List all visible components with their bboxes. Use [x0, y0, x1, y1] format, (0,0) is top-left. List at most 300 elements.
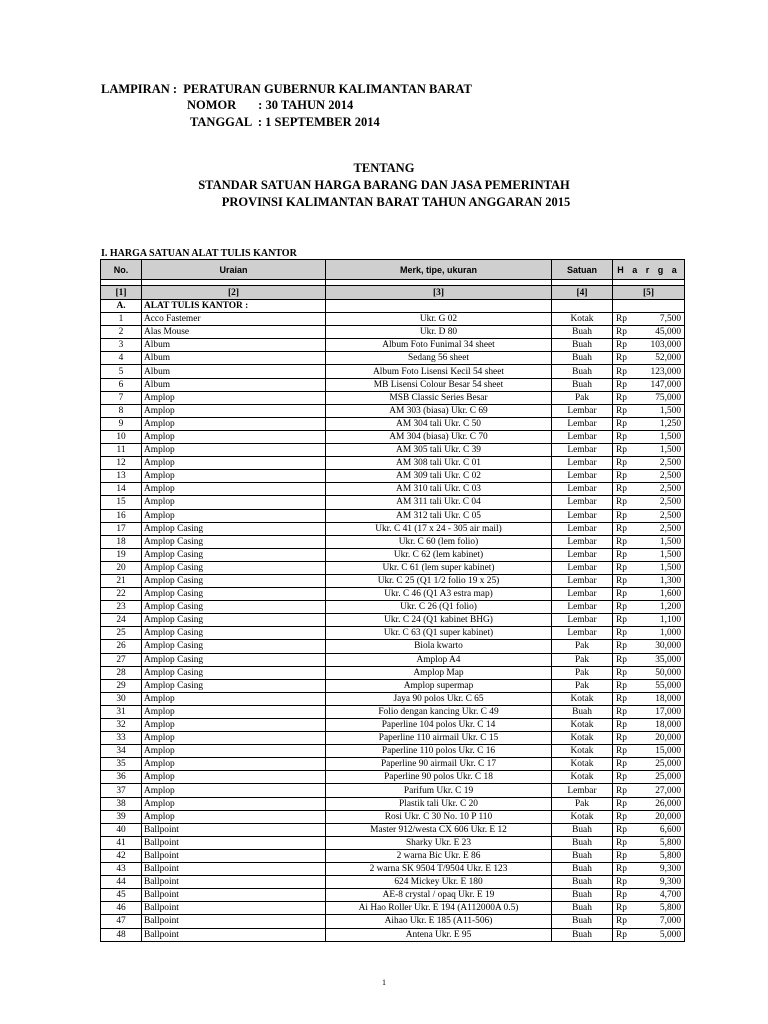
row-uraian: Amplop Casing — [142, 679, 326, 692]
row-no: 14 — [101, 483, 142, 496]
row-harga: 9,300 — [637, 863, 685, 876]
row-harga: 5,800 — [637, 836, 685, 849]
row-no: 41 — [101, 836, 142, 849]
row-satuan: Buah — [552, 849, 613, 862]
row-merk: Sedang 56 sheet — [326, 352, 552, 365]
index-no: [1] — [101, 286, 142, 300]
row-no: 6 — [101, 378, 142, 391]
row-currency: Rp — [613, 705, 637, 718]
row-harga: 2,500 — [637, 457, 685, 470]
row-merk: Rosi Ukr. C 30 No. 10 P 110 — [326, 810, 552, 823]
row-harga: 18,000 — [637, 719, 685, 732]
row-merk: AE-8 crystal / opaq Ukr. E 19 — [326, 889, 552, 902]
row-no: 4 — [101, 352, 142, 365]
row-currency: Rp — [613, 391, 637, 404]
row-merk: AM 311 tali Ukr. C 04 — [326, 496, 552, 509]
index-merk: [3] — [326, 286, 552, 300]
table-row — [101, 784, 685, 797]
row-satuan: Lembar — [552, 430, 613, 443]
nomor-line: NOMOR : 30 TAHUN 2014 — [187, 98, 354, 112]
row-satuan: Lembar — [552, 601, 613, 614]
row-no: 36 — [101, 771, 142, 784]
row-currency: Rp — [613, 902, 637, 915]
row-satuan: Buah — [552, 915, 613, 928]
row-merk: Album Foto Lisensi Kecil 54 sheet — [326, 365, 552, 378]
row-merk: 2 warna SK 9504 T/9504 Ukr. E 123 — [326, 863, 552, 876]
row-no: 15 — [101, 496, 142, 509]
row-uraian: Ballpoint — [142, 836, 326, 849]
table-row — [101, 535, 685, 548]
column-index-row — [101, 286, 685, 300]
row-satuan: Buah — [552, 836, 613, 849]
table-row — [101, 928, 685, 941]
table-row — [101, 352, 685, 365]
row-harga: 4,700 — [637, 889, 685, 902]
row-currency: Rp — [613, 339, 637, 352]
row-uraian: Amplop — [142, 430, 326, 443]
row-satuan: Buah — [552, 705, 613, 718]
row-uraian: Amplop — [142, 810, 326, 823]
row-merk: Amplop Map — [326, 666, 552, 679]
row-currency: Rp — [613, 365, 637, 378]
row-uraian: Amplop — [142, 391, 326, 404]
row-uraian: Amplop — [142, 509, 326, 522]
row-satuan: Buah — [552, 902, 613, 915]
table-row — [101, 705, 685, 718]
row-merk: Paperline 90 airmail Ukr. C 17 — [326, 758, 552, 771]
row-merk: MSB Classic Series Besar — [326, 391, 552, 404]
row-uraian: Amplop Casing — [142, 561, 326, 574]
row-uraian: Amplop Casing — [142, 574, 326, 587]
row-satuan: Buah — [552, 378, 613, 391]
row-no: 34 — [101, 745, 142, 758]
table-row — [101, 863, 685, 876]
table-row — [101, 627, 685, 640]
row-currency: Rp — [613, 470, 637, 483]
row-merk: Ai Hao Roller Ukr. E 194 (A112000A 0.5) — [326, 902, 552, 915]
row-satuan: Lembar — [552, 784, 613, 797]
row-merk: Master 912/westa CX 606 Ukr. E 12 — [326, 823, 552, 836]
row-satuan: Kotak — [552, 771, 613, 784]
row-uraian: Amplop Casing — [142, 666, 326, 679]
row-no: 17 — [101, 522, 142, 535]
row-uraian: Amplop — [142, 692, 326, 705]
row-uraian: Album — [142, 352, 326, 365]
row-no: 24 — [101, 614, 142, 627]
row-no: 1 — [101, 313, 142, 326]
table-row — [101, 836, 685, 849]
row-satuan: Kotak — [552, 758, 613, 771]
row-satuan: Buah — [552, 928, 613, 941]
header-satuan: Satuan — [552, 260, 613, 280]
row-satuan: Buah — [552, 876, 613, 889]
row-no: 3 — [101, 339, 142, 352]
row-satuan: Buah — [552, 889, 613, 902]
table-row — [101, 666, 685, 679]
row-uraian: Amplop Casing — [142, 640, 326, 653]
row-satuan: Lembar — [552, 509, 613, 522]
row-currency: Rp — [613, 313, 637, 326]
row-currency: Rp — [613, 679, 637, 692]
row-merk: Amplop A4 — [326, 653, 552, 666]
row-currency: Rp — [613, 692, 637, 705]
row-merk: Amplop supermap — [326, 679, 552, 692]
row-harga: 5,000 — [637, 928, 685, 941]
table-row — [101, 915, 685, 928]
row-satuan: Lembar — [552, 627, 613, 640]
row-harga: 17,000 — [637, 705, 685, 718]
row-merk: Jaya 90 polos Ukr. C 65 — [326, 692, 552, 705]
table-row — [101, 876, 685, 889]
row-merk: MB Lisensi Colour Besar 54 sheet — [326, 378, 552, 391]
row-uraian: Amplop — [142, 784, 326, 797]
table-row — [101, 444, 685, 457]
row-satuan: Lembar — [552, 574, 613, 587]
row-uraian: Amplop Casing — [142, 588, 326, 601]
row-harga: 1,200 — [637, 601, 685, 614]
row-harga: 2,500 — [637, 509, 685, 522]
index-harga: [5] — [613, 286, 685, 300]
row-uraian: Amplop — [142, 745, 326, 758]
row-satuan: Lembar — [552, 457, 613, 470]
row-no: 11 — [101, 444, 142, 457]
table-row — [101, 653, 685, 666]
row-no: 33 — [101, 732, 142, 745]
row-currency: Rp — [613, 614, 637, 627]
row-harga: 147,000 — [637, 378, 685, 391]
row-no: 10 — [101, 430, 142, 443]
row-harga: 26,000 — [637, 797, 685, 810]
table-row — [101, 522, 685, 535]
row-harga: 2,500 — [637, 483, 685, 496]
category-row — [101, 300, 685, 313]
row-no: 38 — [101, 797, 142, 810]
row-harga: 7,500 — [637, 313, 685, 326]
row-satuan: Lembar — [552, 588, 613, 601]
row-currency: Rp — [613, 823, 637, 836]
row-uraian: Ballpoint — [142, 928, 326, 941]
row-merk: Ukr. C 25 (Q1 1/2 folio 19 x 25) — [326, 574, 552, 587]
row-uraian: Amplop — [142, 417, 326, 430]
table-row — [101, 601, 685, 614]
table-row — [101, 548, 685, 561]
row-currency: Rp — [613, 627, 637, 640]
row-harga: 1,500 — [637, 548, 685, 561]
row-currency: Rp — [613, 666, 637, 679]
row-currency: Rp — [613, 640, 637, 653]
table-row — [101, 732, 685, 745]
table-row — [101, 771, 685, 784]
row-merk: Ukr. C 26 (Q1 folio) — [326, 601, 552, 614]
row-harga: 20,000 — [637, 810, 685, 823]
row-satuan: Lembar — [552, 522, 613, 535]
header-uraian: Uraian — [142, 260, 326, 280]
row-merk: 2 warna Bic Ukr. E 86 — [326, 849, 552, 862]
table-row — [101, 823, 685, 836]
row-satuan: Kotak — [552, 313, 613, 326]
index-uraian: [2] — [142, 286, 326, 300]
row-harga: 7,000 — [637, 915, 685, 928]
row-harga: 123,000 — [637, 365, 685, 378]
row-currency: Rp — [613, 548, 637, 561]
row-merk: Album Foto Funimal 34 sheet — [326, 339, 552, 352]
row-harga: 2,500 — [637, 522, 685, 535]
row-harga: 25,000 — [637, 758, 685, 771]
row-uraian: Amplop Casing — [142, 614, 326, 627]
row-currency: Rp — [613, 836, 637, 849]
row-no: 29 — [101, 679, 142, 692]
row-currency: Rp — [613, 535, 637, 548]
row-merk: 624 Mickey Ukr. E 180 — [326, 876, 552, 889]
table-row — [101, 810, 685, 823]
row-satuan: Lembar — [552, 496, 613, 509]
row-merk: AM 312 tali Ukr. C 05 — [326, 509, 552, 522]
row-no: 37 — [101, 784, 142, 797]
row-currency: Rp — [613, 863, 637, 876]
table-row — [101, 679, 685, 692]
category-label: ALAT TULIS KANTOR : — [142, 300, 326, 313]
row-satuan: Lembar — [552, 483, 613, 496]
row-uraian: Amplop — [142, 470, 326, 483]
row-satuan: Buah — [552, 365, 613, 378]
row-uraian: Ballpoint — [142, 889, 326, 902]
row-merk: Paperline 110 polos Ukr. C 16 — [326, 745, 552, 758]
row-merk: Ukr. C 63 (Q1 super kabinet) — [326, 627, 552, 640]
row-satuan: Lembar — [552, 548, 613, 561]
row-satuan: Kotak — [552, 745, 613, 758]
table-row — [101, 889, 685, 902]
row-uraian: Album — [142, 365, 326, 378]
row-merk: Ukr. G 02 — [326, 313, 552, 326]
table-row — [101, 339, 685, 352]
row-currency: Rp — [613, 509, 637, 522]
row-uraian: Amplop — [142, 496, 326, 509]
row-satuan: Buah — [552, 339, 613, 352]
row-currency: Rp — [613, 378, 637, 391]
row-no: 35 — [101, 758, 142, 771]
row-harga: 1,500 — [637, 561, 685, 574]
row-harga: 55,000 — [637, 679, 685, 692]
row-harga: 27,000 — [637, 784, 685, 797]
table-row — [101, 640, 685, 653]
row-uraian: Album — [142, 339, 326, 352]
table-header-row — [101, 260, 685, 280]
table-row — [101, 561, 685, 574]
row-merk: AM 304 (biasa) Ukr. C 70 — [326, 430, 552, 443]
row-harga: 1,100 — [637, 614, 685, 627]
row-merk: Plastik tali Ukr. C 20 — [326, 797, 552, 810]
row-uraian: Amplop Casing — [142, 548, 326, 561]
row-satuan: Pak — [552, 640, 613, 653]
row-currency: Rp — [613, 758, 637, 771]
row-harga: 103,000 — [637, 339, 685, 352]
row-merk: AM 308 tali Ukr. C 01 — [326, 457, 552, 470]
table-row — [101, 849, 685, 862]
row-satuan: Lembar — [552, 535, 613, 548]
row-harga: 35,000 — [637, 653, 685, 666]
row-harga: 1,500 — [637, 535, 685, 548]
row-currency: Rp — [613, 457, 637, 470]
row-merk: Ukr. C 46 (Q1 A3 estra map) — [326, 588, 552, 601]
row-harga: 52,000 — [637, 352, 685, 365]
row-uraian: Album — [142, 378, 326, 391]
row-satuan: Lembar — [552, 417, 613, 430]
row-no: 21 — [101, 574, 142, 587]
row-merk: Parifum Ukr. C 19 — [326, 784, 552, 797]
row-no: 43 — [101, 863, 142, 876]
table-row — [101, 417, 685, 430]
row-no: 46 — [101, 902, 142, 915]
row-currency: Rp — [613, 928, 637, 941]
row-merk: AM 309 tali Ukr. C 02 — [326, 470, 552, 483]
row-harga: 50,000 — [637, 666, 685, 679]
row-uraian: Ballpoint — [142, 863, 326, 876]
row-uraian: Amplop — [142, 771, 326, 784]
title-tentang: TENTANG — [353, 161, 415, 175]
table-row — [101, 758, 685, 771]
row-no: 48 — [101, 928, 142, 941]
row-harga: 2,500 — [637, 496, 685, 509]
row-satuan: Pak — [552, 797, 613, 810]
row-no: 9 — [101, 417, 142, 430]
row-no: 8 — [101, 404, 142, 417]
row-merk: Paperline 110 airmail Ukr. C 15 — [326, 732, 552, 745]
row-harga: 5,800 — [637, 849, 685, 862]
table-row — [101, 509, 685, 522]
row-satuan: Lembar — [552, 404, 613, 417]
row-no: 18 — [101, 535, 142, 548]
category-no: A. — [101, 300, 142, 313]
row-no: 2 — [101, 326, 142, 339]
row-uraian: Amplop — [142, 483, 326, 496]
row-no: 39 — [101, 810, 142, 823]
row-currency: Rp — [613, 849, 637, 862]
tanggal-line: TANGGAL : 1 SEPTEMBER 2014 — [190, 115, 380, 129]
table-row — [101, 378, 685, 391]
row-currency: Rp — [613, 745, 637, 758]
row-harga: 1,500 — [637, 404, 685, 417]
row-currency: Rp — [613, 601, 637, 614]
row-merk: Ukr. C 62 (lem kabinet) — [326, 548, 552, 561]
table-row — [101, 745, 685, 758]
row-satuan: Kotak — [552, 719, 613, 732]
row-satuan: Pak — [552, 679, 613, 692]
row-no: 13 — [101, 470, 142, 483]
row-harga: 75,000 — [637, 391, 685, 404]
row-currency: Rp — [613, 889, 637, 902]
row-currency: Rp — [613, 588, 637, 601]
row-no: 16 — [101, 509, 142, 522]
row-currency: Rp — [613, 444, 637, 457]
row-merk: AM 303 (biasa) Ukr. C 69 — [326, 404, 552, 417]
table-row — [101, 902, 685, 915]
row-no: 27 — [101, 653, 142, 666]
row-harga: 5,800 — [637, 902, 685, 915]
lampiran-line: LAMPIRAN : PERATURAN GUBERNUR KALIMANTAN BARAT — [101, 82, 472, 96]
table-row — [101, 313, 685, 326]
row-currency: Rp — [613, 417, 637, 430]
row-no: 26 — [101, 640, 142, 653]
row-no: 32 — [101, 719, 142, 732]
row-uraian: Amplop — [142, 732, 326, 745]
page-number: 1 — [382, 978, 386, 987]
table-row — [101, 588, 685, 601]
section-title: I. HARGA SATUAN ALAT TULIS KANTOR — [101, 248, 297, 259]
row-uraian: Amplop — [142, 404, 326, 417]
index-satuan: [4] — [552, 286, 613, 300]
title-provinsi: PROVINSI KALIMANTAN BARAT TAHUN ANGGARAN 2015 — [221, 195, 571, 209]
row-currency: Rp — [613, 522, 637, 535]
row-satuan: Buah — [552, 352, 613, 365]
row-uraian: Amplop — [142, 797, 326, 810]
table-row — [101, 719, 685, 732]
row-no: 28 — [101, 666, 142, 679]
title-standar: STANDAR SATUAN HARGA BARANG DAN JASA PEMERINTAH — [198, 178, 570, 192]
row-currency: Rp — [613, 430, 637, 443]
row-no: 22 — [101, 588, 142, 601]
row-merk: Folio dengan kancing Ukr. C 49 — [326, 705, 552, 718]
row-merk: Ukr. C 60 (lem folio) — [326, 535, 552, 548]
table-row — [101, 614, 685, 627]
row-no: 47 — [101, 915, 142, 928]
row-satuan: Pak — [552, 653, 613, 666]
row-merk: Ukr. C 61 (lem super kabinet) — [326, 561, 552, 574]
row-uraian: Amplop — [142, 705, 326, 718]
row-uraian: Acco Fastemer — [142, 313, 326, 326]
row-no: 42 — [101, 849, 142, 862]
row-currency: Rp — [613, 496, 637, 509]
row-satuan: Lembar — [552, 470, 613, 483]
row-harga: 1,500 — [637, 430, 685, 443]
price-table — [100, 259, 685, 942]
row-uraian: Ballpoint — [142, 876, 326, 889]
row-no: 25 — [101, 627, 142, 640]
row-merk: Antena Ukr. E 95 — [326, 928, 552, 941]
row-harga: 6,600 — [637, 823, 685, 836]
row-currency: Rp — [613, 810, 637, 823]
row-currency: Rp — [613, 653, 637, 666]
row-harga: 1,600 — [637, 588, 685, 601]
row-no: 5 — [101, 365, 142, 378]
row-currency: Rp — [613, 404, 637, 417]
row-harga: 20,000 — [637, 732, 685, 745]
row-currency: Rp — [613, 483, 637, 496]
row-currency: Rp — [613, 326, 637, 339]
table-row — [101, 326, 685, 339]
row-uraian: Amplop — [142, 444, 326, 457]
row-harga: 1,300 — [637, 574, 685, 587]
row-satuan: Pak — [552, 666, 613, 679]
row-currency: Rp — [613, 876, 637, 889]
row-merk: Paperline 90 polos Ukr. C 18 — [326, 771, 552, 784]
row-currency: Rp — [613, 719, 637, 732]
row-satuan: Pak — [552, 391, 613, 404]
row-no: 31 — [101, 705, 142, 718]
row-uraian: Amplop Casing — [142, 627, 326, 640]
row-uraian: Ballpoint — [142, 823, 326, 836]
row-uraian: Ballpoint — [142, 915, 326, 928]
row-harga: 1,250 — [637, 417, 685, 430]
table-row — [101, 457, 685, 470]
row-uraian: Amplop — [142, 719, 326, 732]
row-uraian: Ballpoint — [142, 849, 326, 862]
row-satuan: Kotak — [552, 810, 613, 823]
row-no: 40 — [101, 823, 142, 836]
row-merk: Ukr. C 24 (Q1 kabinet BHG) — [326, 614, 552, 627]
row-currency: Rp — [613, 561, 637, 574]
header-merk: Merk, tipe, ukuran — [326, 260, 552, 280]
row-harga: 1,000 — [637, 627, 685, 640]
